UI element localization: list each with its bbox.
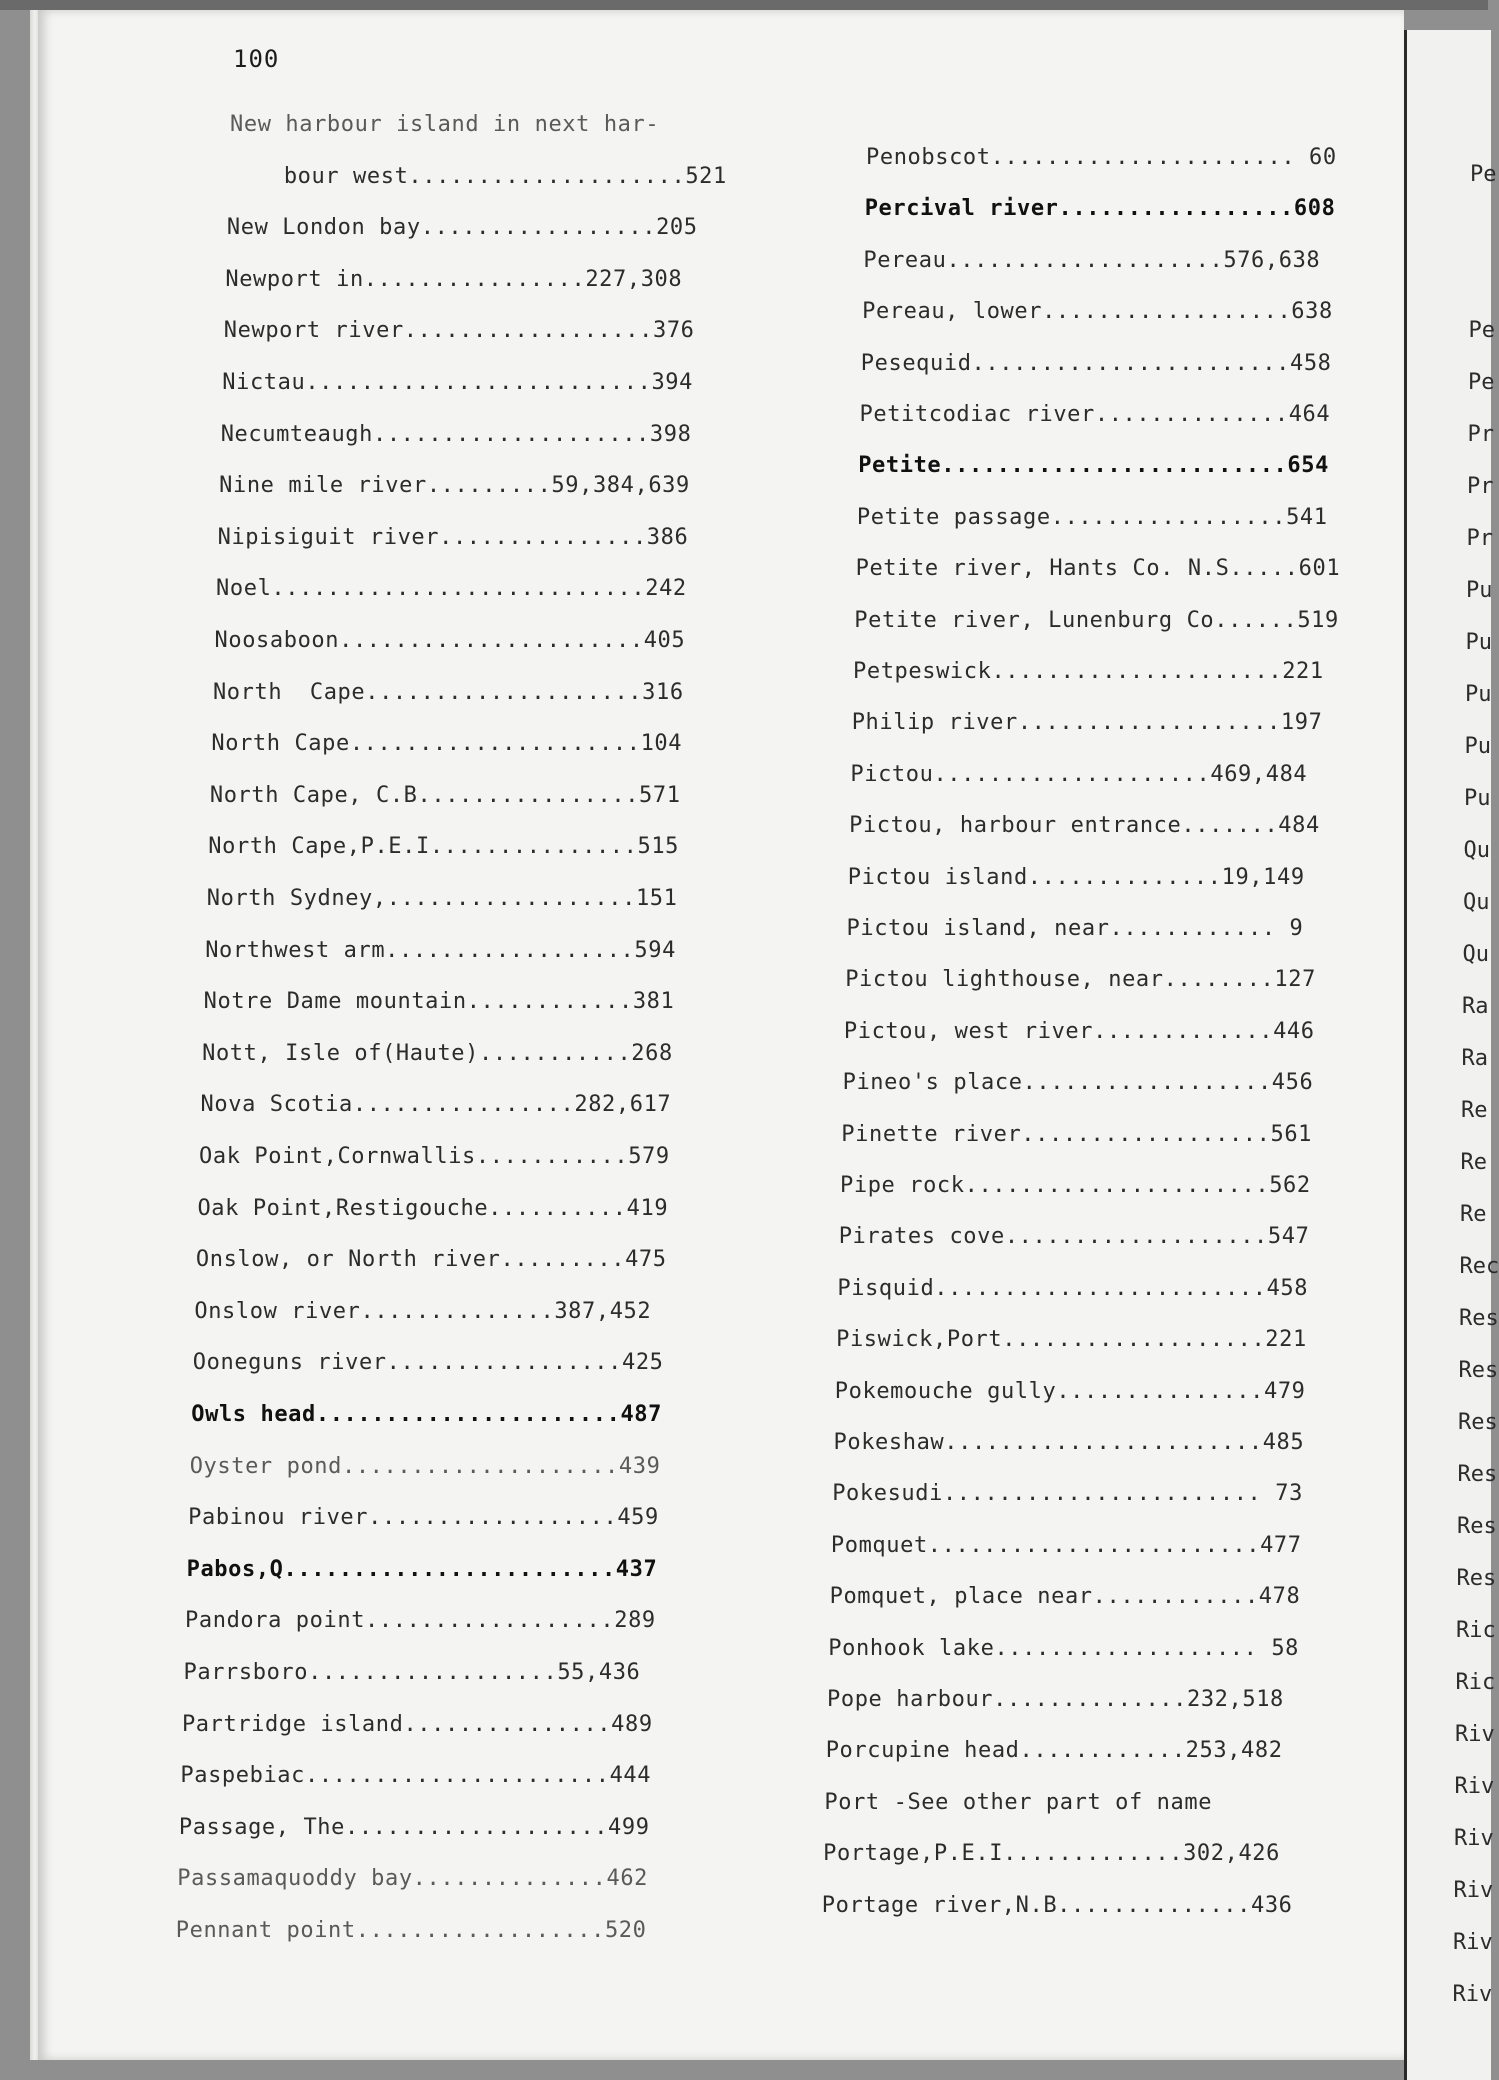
facing-page-fragment: Pr (1467, 474, 1494, 499)
facing-page-fragment: Res (1458, 1358, 1499, 1383)
index-entry: Pictou lighthouse, near........127 (845, 967, 1316, 993)
index-entry: Owls head......................487 (191, 1402, 662, 1427)
index-entry: Portage river,N.B..............436 (821, 1892, 1293, 1918)
index-entry: Noosaboon......................405 (214, 628, 686, 653)
facing-page-fragment: Pu (1465, 682, 1492, 707)
index-entry: Nictau.........................394 (222, 370, 693, 395)
index-entry: Pokesudi....................... 73 (832, 1481, 1303, 1507)
index-entry: Pomquet........................477 (830, 1532, 1302, 1558)
index-entry: Ooneguns river.................425 (192, 1350, 664, 1376)
index-entry: Petite.........................654 (858, 453, 1329, 479)
index-entry: Pinette river..................561 (841, 1121, 1313, 1147)
facing-page-fragment: Pr (1467, 422, 1494, 447)
index-entry: Newport river..................376 (223, 318, 695, 344)
index-entry: New London bay.................205 (226, 215, 698, 241)
facing-page-fragment: Re (1461, 1098, 1488, 1123)
index-entry: Pictou, west river.............446 (843, 1018, 1315, 1044)
index-entry: Petpeswick.....................221 (853, 659, 1324, 684)
facing-page-fragment: Pe (1468, 318, 1495, 343)
index-entry: Parrsboro..................55,436 (183, 1660, 641, 1685)
facing-page-fragment: Qu (1462, 942, 1489, 967)
index-entry: Northwest arm..................594 (205, 937, 676, 963)
index-entry: Nova Scotia................282,617 (200, 1092, 672, 1118)
index-entry: Passage, The...................499 (178, 1814, 650, 1840)
facing-page-fragment: Ric (1456, 1618, 1496, 1643)
facing-page-fragment: Riv (1453, 1930, 1493, 1955)
index-entry: North Sydney,..................151 (206, 886, 678, 911)
index-entry: Nott, Isle of(Haute)...........268 (202, 1040, 673, 1066)
facing-page-fragment: Re (1460, 1150, 1487, 1175)
facing-page-fragment: Pr (1466, 526, 1493, 551)
index-entry: Petite river, Lunenburg Co......519 (854, 607, 1339, 633)
index-entry: Pabinou river..................459 (188, 1505, 659, 1531)
index-entry: Pabos,Q........................437 (186, 1556, 658, 1582)
index-entry: Pineo's place..................456 (842, 1070, 1314, 1096)
facing-page-fragment: Riv (1454, 1774, 1495, 1799)
index-entry: Petitcodiac river..............464 (859, 402, 1331, 427)
index-entry: Passamaquoddy bay..............462 (177, 1866, 649, 1892)
index-entry: Newport in................227,308 (225, 266, 683, 292)
index-entry: Onslow river..............387,452 (194, 1298, 652, 1324)
index-entry: Philip river...................197 (851, 710, 1323, 736)
index-entry: Paspebiac......................444 (180, 1763, 652, 1789)
index-entry: Noel...........................242 (216, 576, 687, 602)
facing-page-fragment: Ra (1462, 994, 1489, 1019)
facing-page-fragment: Pu (1464, 734, 1491, 759)
facing-page-fragment: Pu (1465, 630, 1492, 655)
facing-page-fragment: Riv (1453, 1878, 1494, 1903)
index-entry: Pictou, harbour entrance.......484 (849, 813, 1320, 839)
index-entry: Necumteaugh....................398 (220, 421, 692, 447)
index-entry: Petite passage.................541 (856, 504, 1328, 530)
index-entry: Pirates cove...................547 (838, 1224, 1310, 1250)
index-entry: Pisquid........................458 (837, 1275, 1309, 1301)
facing-page-fragment: Pu (1466, 578, 1493, 603)
index-entry: Pictou island, near............ 9 (846, 916, 1304, 941)
index-entry: Piswick,Port...................221 (836, 1327, 1307, 1353)
facing-page-fragment: Res (1457, 1462, 1498, 1487)
index-entry: Partridge island...............489 (181, 1711, 653, 1737)
index-entry: Pipe rock......................562 (840, 1173, 1311, 1198)
index-entry: Oyster pond....................439 (189, 1453, 661, 1479)
index-entry: North Cape, C.B................571 (209, 782, 681, 808)
facing-page-fragment: Qu (1463, 890, 1490, 915)
index-entry: Pokemouche gully...............479 (834, 1378, 1306, 1404)
index-entry: Petite river, Hants Co. N.S.....601 (855, 556, 1341, 582)
facing-page-fragment: Pe (1470, 162, 1497, 187)
facing-page-fragment: Qu (1463, 838, 1490, 863)
index-entry: Pomquet, place near............478 (829, 1584, 1301, 1610)
index-entry: North Cape.....................104 (211, 731, 683, 757)
index-entry: Porcupine head............253,482 (825, 1738, 1283, 1764)
index-entry: Pereau, lower..................638 (862, 299, 1333, 325)
index-entry: Percival river.................608 (864, 196, 1336, 222)
facing-page-fragment: Res (1457, 1514, 1497, 1539)
facing-page-fragment: Riv (1454, 1826, 1494, 1851)
index-entry: Nine mile river.........59,384,639 (219, 473, 690, 499)
facing-page-fragment: Riv (1455, 1722, 1495, 1747)
facing-page-fragment: Rec (1459, 1254, 1499, 1279)
page-number: 100 (233, 45, 280, 73)
index-entry: Notre Dame mountain............381 (203, 989, 675, 1015)
index-entry: Penobscot...................... 60 (866, 145, 1337, 170)
scan-top-border (0, 0, 1488, 10)
index-entry: Pope harbour..............232,518 (827, 1687, 1284, 1712)
facing-page-fragment: Pu (1464, 786, 1491, 811)
index-entry: Oak Point,Cornwallis...........579 (199, 1144, 670, 1169)
facing-page-fragment: Re (1460, 1202, 1487, 1227)
index-entry: Nipisiguit river...............386 (217, 524, 689, 550)
index-entry: Pesequid.......................458 (860, 350, 1332, 376)
index-entry: Portage,P.E.I.............302,426 (823, 1841, 1280, 1867)
index-entry: Pokeshaw.......................485 (833, 1430, 1305, 1455)
index-entry: Pictou island..............19,149 (847, 864, 1305, 890)
facing-page-fragment: Ric (1455, 1670, 1496, 1695)
facing-page-fragment: Pe (1468, 370, 1495, 395)
index-entry: North Cape....................316 (212, 679, 684, 705)
index-entry: Port -See other part of name (824, 1789, 1213, 1815)
facing-page-fragment: Res (1459, 1306, 1499, 1331)
facing-page-fragment: Res (1458, 1410, 1498, 1435)
index-entry: Pereau....................576,638 (863, 247, 1321, 273)
index-entry: Onslow, or North river.........475 (195, 1247, 667, 1273)
index-entry: bour west....................521 (228, 163, 727, 189)
facing-page-fragment: Riv (1452, 1982, 1493, 2007)
index-entry: New harbour island in next har- (230, 112, 660, 137)
facing-page-fragment: Res (1456, 1566, 1497, 1591)
facing-page-fragment: Ra (1461, 1046, 1488, 1071)
index-entry: North Cape,P.E.I...............515 (208, 834, 680, 860)
index-entry: Pennant point..................520 (175, 1918, 647, 1943)
index-entry: Ponhook lake................... 58 (828, 1635, 1300, 1661)
index-entry: Pandora point..................289 (185, 1608, 656, 1634)
index-entry: Pictou....................469,484 (850, 761, 1308, 787)
index-entry: Oak Point,Restigouche..........419 (197, 1195, 669, 1221)
